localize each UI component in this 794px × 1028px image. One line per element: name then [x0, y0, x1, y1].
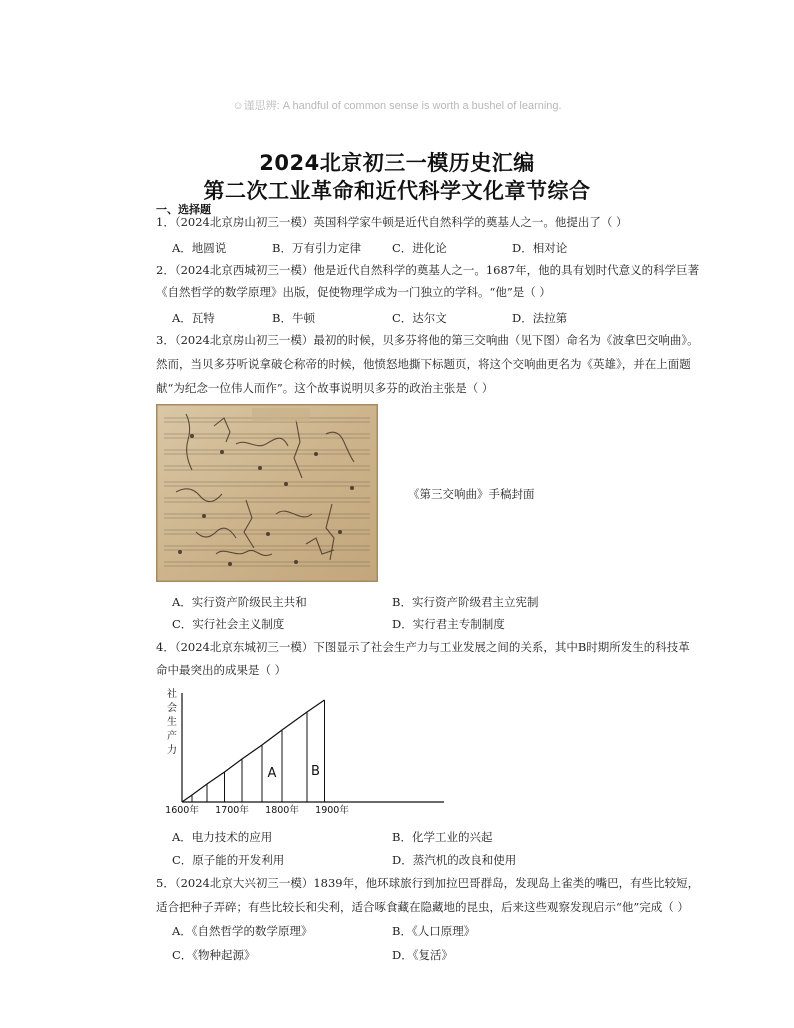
- chart-y-label-char: 社: [167, 689, 177, 700]
- question-2-text-line-1: 2．（2024北京西城初三一模）他是近代自然科学的奠基人之一。1687年，他的具有划时代意义的科学巨著: [156, 263, 700, 277]
- q5-option-d: D．《复活》: [392, 948, 453, 962]
- chart-y-label-char: 力: [167, 745, 177, 756]
- q2-option-a: A．瓦特: [172, 311, 215, 325]
- question-3-text-line-3: 献“为纪念一位伟人而作”。这个故事说明贝多芬的政治主张是（ ）: [156, 381, 494, 395]
- q1-option-c: C．进化论: [392, 241, 447, 255]
- q2-option-c: C．达尔文: [392, 311, 447, 325]
- chart-y-label-char: 生: [167, 717, 177, 728]
- q4-option-c: C．原子能的开发利用: [172, 853, 285, 867]
- q2-option-d: D．法拉第: [512, 311, 568, 325]
- question-3-text-line-2: 然而，当贝多芬听说拿破仑称帝的时候，他愤怒地撕下标题页，将这个交响曲更名为《英雄》，并在上面题: [156, 357, 691, 371]
- chart-x-tick-label: 1700年: [215, 805, 249, 816]
- q3-option-b: B．实行资产阶级君主立宪制: [392, 595, 539, 609]
- chart-y-label-char: 会: [167, 703, 177, 714]
- chart-x-tick-label: 1800年: [265, 805, 299, 816]
- q5-option-b: B．《人口原理》: [392, 924, 476, 938]
- chart-x-tick-label: 1900年: [315, 805, 349, 816]
- chart-y-label-char: 产: [167, 731, 177, 742]
- question-5-text-line-1: 5．（2024北京大兴初三一模）1839年，他环球旅行到加拉巴哥群岛，发现岛上雀类的嘴巴，有些比较短，: [156, 876, 700, 890]
- q5-option-a: A．《自然哲学的数学原理》: [172, 924, 313, 938]
- q2-option-b: B．牛顿: [272, 311, 315, 325]
- question-4-text-line-2: 命中最突出的成果是（ ）: [156, 663, 287, 677]
- q3-option-a: A．实行资产阶级民主共和: [172, 595, 307, 609]
- manuscript-caption: 《第三交响曲》手稿封面: [408, 487, 535, 501]
- question-4-text-line-1: 4．（2024北京东城初三一模）下图显示了社会生产力与工业发展之间的关系，其中B时期所发生的科技革: [156, 640, 690, 654]
- q3-option-d: D．实行君主专制制度: [392, 617, 505, 631]
- q4-option-a: A．电力技术的应用: [172, 830, 273, 844]
- q1-option-b: B．万有引力定律: [272, 241, 361, 255]
- question-1-text: 1．（2024北京房山初三一模）英国科学家牛顿是近代自然科学的奠基人之一。他提出了（ ）: [156, 215, 628, 229]
- chart-productivity-line: [182, 700, 325, 802]
- question-2-text-line-2: 《自然哲学的数学原理》出版，促使物理学成为一门独立的学科。“他”是（ ）: [156, 285, 551, 299]
- q5-option-c: C．《物种起源》: [172, 948, 256, 962]
- q3-option-c: C．实行社会主义制度: [172, 617, 285, 631]
- chart-x-tick-label: 1600年: [165, 805, 199, 816]
- symphony-manuscript-image: [156, 404, 378, 582]
- q4-option-d: D．蒸汽机的改良和使用: [392, 853, 517, 867]
- document-subtitle: 第二次工业革命和近代科学文化章节综合: [203, 179, 591, 203]
- q1-option-d: D．相对论: [512, 241, 568, 255]
- chart-region-label-b: B: [311, 764, 320, 779]
- watermark: ☺谨思辨: A handful of common sense is worth a bushel of learning.: [232, 100, 562, 112]
- q4-option-b: B．化学工业的兴起: [392, 830, 493, 844]
- chart-y-axis-label: [167, 687, 177, 756]
- question-3-text-line-1: 3．（2024北京房山初三一模）最初的时候，贝多芬将他的第三交响曲（见下图）命名为《波拿巴交响曲》。: [156, 333, 699, 347]
- chart-region-label-a: A: [267, 766, 277, 781]
- q1-option-a: A．地圆说: [172, 241, 227, 255]
- question-5-text-line-2: 适合把种子弄碎；有些比较长和尖利，适合啄食藏在隐藏地的昆虫，后来这些观察发现启示“他”完成（ ）: [156, 900, 689, 914]
- section-heading: 一、选择题: [156, 203, 211, 216]
- document-title: 2024北京初三一模历史汇编: [259, 151, 535, 175]
- productivity-chart: [156, 685, 456, 824]
